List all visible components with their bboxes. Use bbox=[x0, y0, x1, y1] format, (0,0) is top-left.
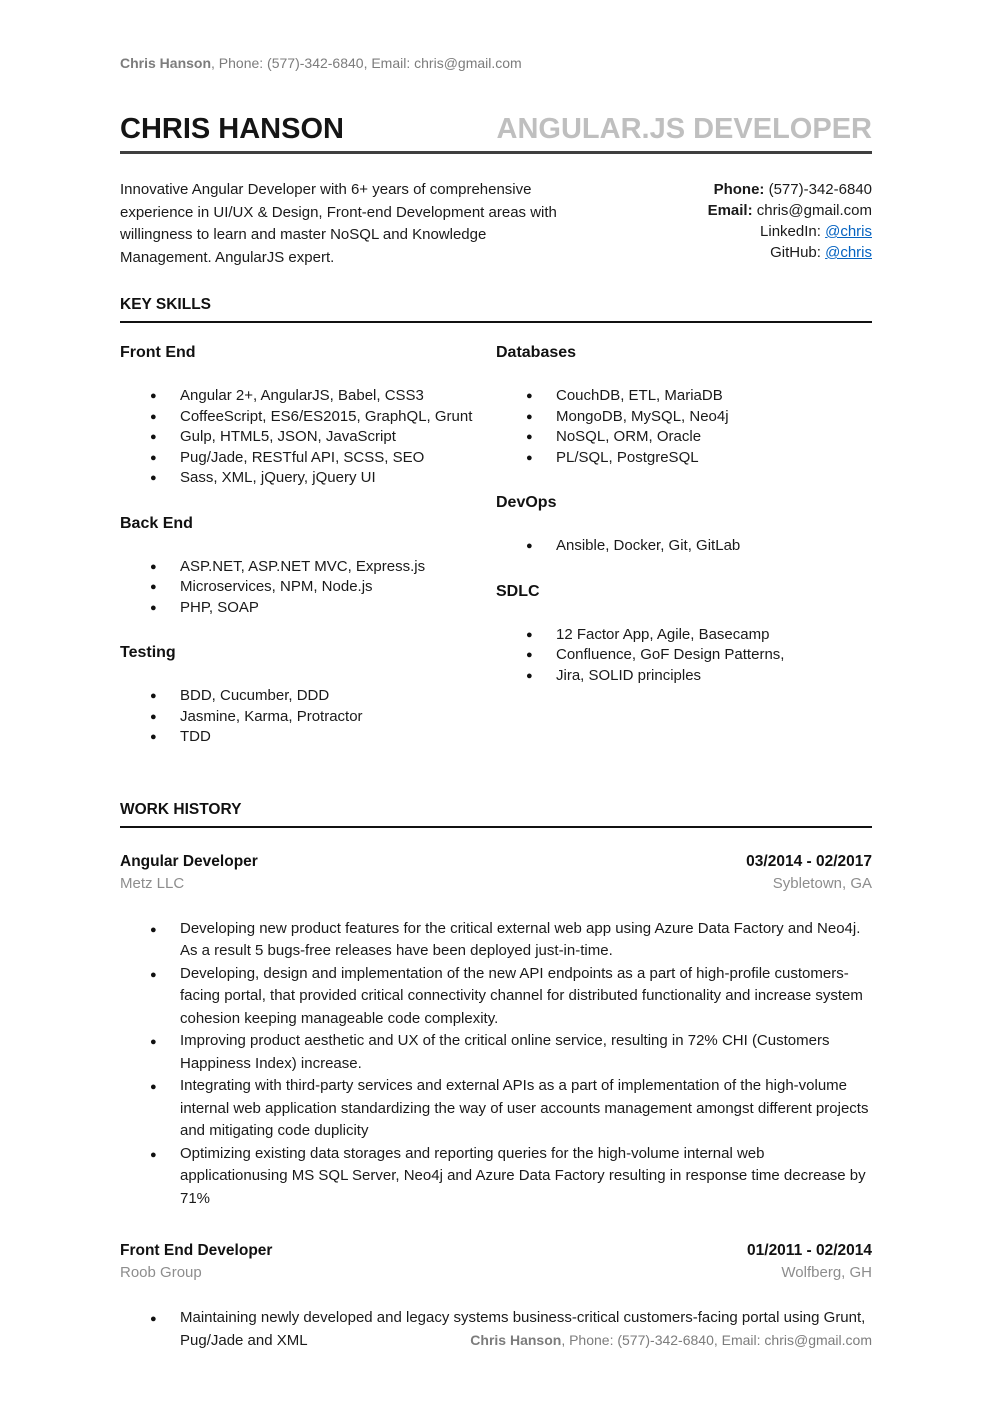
job-title-row bbox=[120, 851, 872, 873]
skill-list bbox=[496, 536, 872, 557]
github-label: GitHub: bbox=[770, 244, 821, 261]
skill-item: ● BDD, Cucumber, DDD bbox=[120, 686, 496, 707]
contact-email-line bbox=[708, 200, 872, 221]
document-footer bbox=[470, 1332, 872, 1348]
skill-item: ● Confluence, GoF Design Patterns, bbox=[496, 645, 872, 666]
job-entry bbox=[120, 851, 872, 1211]
job-location: Wolfberg, GH bbox=[781, 1264, 872, 1281]
email-label: Email: bbox=[707, 202, 753, 219]
job-bullet-list bbox=[120, 918, 872, 1211]
job-bullet: ● Optimizing existing data storages and reporting queries for the high-volume internal web applicationusing MS SQL Server, Neo4j and Azure Data Factory resulting in response time decrease by 71% bbox=[120, 1143, 872, 1211]
email-value: chris@gmail.com bbox=[756, 202, 872, 219]
document-header bbox=[120, 55, 872, 71]
skill-item: ● Ansible, Docker, Git, GitLab bbox=[496, 536, 872, 557]
job-bullet: ● Improving product aesthetic and UX of the critical online service, resulting in 72% CHI (Customers Happiness Index) increase. bbox=[120, 1030, 872, 1075]
skill-category-title: DevOps bbox=[496, 494, 557, 511]
job-company-row bbox=[120, 1262, 872, 1284]
contact-github-line bbox=[708, 242, 872, 263]
title-row bbox=[120, 113, 872, 146]
contact-linkedin-line bbox=[708, 221, 872, 242]
job-dates: 01/2011 - 02/2014 bbox=[747, 1242, 872, 1259]
title-divider bbox=[120, 151, 872, 154]
footer-contact-text: , Phone: (577)-342-6840, Email: chris@gmail.com bbox=[561, 1332, 872, 1348]
phone-label: Phone: bbox=[713, 181, 765, 198]
skill-item: ● MongoDB, MySQL, Neo4j bbox=[496, 407, 872, 428]
skill-category-databases bbox=[496, 344, 872, 468]
skills-column-right bbox=[496, 344, 872, 774]
skill-list bbox=[496, 386, 872, 468]
header-contact-text: , Phone: (577)-342-6840, Email: chris@gmail.com bbox=[211, 55, 522, 71]
skill-item: ● Gulp, HTML5, JSON, JavaScript bbox=[120, 427, 496, 448]
work-history-heading: WORK HISTORY bbox=[120, 801, 872, 828]
skill-category-title: Testing bbox=[120, 644, 176, 661]
github-link[interactable]: @chris bbox=[825, 244, 872, 261]
skill-category-title: Databases bbox=[496, 344, 577, 361]
header-name: Chris Hanson bbox=[120, 55, 212, 71]
skill-item: ● ASP.NET, ASP.NET MVC, Express.js bbox=[120, 557, 496, 578]
footer-name: Chris Hanson bbox=[470, 1332, 562, 1348]
skill-item: ● NoSQL, ORM, Oracle bbox=[496, 427, 872, 448]
skill-list bbox=[496, 625, 872, 687]
skill-item: ● TDD bbox=[120, 727, 496, 748]
phone-value: (577)-342-6840 bbox=[768, 181, 872, 198]
job-bullet: ● Developing, design and implementation of the new API endpoints as a part of high-profile customers-facing portal, that provided critical connectivity channel for distributed functionality and increase system cohesion keeping manageable code complexity. bbox=[120, 963, 872, 1031]
skill-list bbox=[120, 686, 496, 748]
skill-category-title: Front End bbox=[120, 344, 196, 361]
job-title: Angular Developer bbox=[120, 852, 258, 870]
skill-item: ● Sass, XML, jQuery, jQuery UI bbox=[120, 468, 496, 489]
job-location: Sybletown, GA bbox=[772, 874, 872, 892]
job-dates: 03/2014 - 02/2017 bbox=[746, 852, 872, 870]
skill-item: ● Jira, SOLID principles bbox=[496, 666, 872, 687]
job-bullet: ● Developing new product features for the critical external web app using Azure Data Factory and Neo4j. As a result 5 bugs-free releases have been deployed just-in-time. bbox=[120, 918, 872, 963]
job-company-row bbox=[120, 873, 872, 895]
job-title-row bbox=[120, 1240, 872, 1262]
skill-item: ● Microservices, NPM, Node.js bbox=[120, 577, 496, 598]
skill-category-devops bbox=[496, 494, 872, 557]
skill-category-sdlc bbox=[496, 583, 872, 687]
skill-item: ● Angular 2+, AngularJS, Babel, CSS3 bbox=[120, 386, 496, 407]
contact-block bbox=[708, 179, 872, 269]
summary-text: Innovative Angular Developer with 6+ years of comprehensive experience in UI/UX & Design, Front-end Development areas with willingness to learn and master NoSQL and Knowledge Management. AngularJS expert. bbox=[120, 181, 557, 266]
skill-category-back-end bbox=[120, 515, 496, 619]
linkedin-label: LinkedIn: bbox=[760, 223, 821, 240]
job-company: Metz LLC bbox=[120, 874, 185, 892]
skill-item: ● CouchDB, ETL, MariaDB bbox=[496, 386, 872, 407]
person-name: CHRIS HANSON bbox=[120, 113, 344, 145]
key-skills-heading: KEY SKILLS bbox=[120, 296, 872, 323]
intro-row bbox=[120, 179, 872, 269]
person-role: ANGULAR.JS DEVELOPER bbox=[496, 113, 872, 145]
job-bullet: ● Maintaining newly developed and legacy systems business-critical customers-facing portal using Grunt, Pug/Jade and XML bbox=[120, 1307, 872, 1352]
skill-list bbox=[120, 557, 496, 619]
linkedin-link[interactable]: @chris bbox=[825, 223, 872, 240]
skill-category-title: SDLC bbox=[496, 582, 540, 600]
contact-phone-line bbox=[708, 179, 872, 200]
skill-item: ● PL/SQL, PostgreSQL bbox=[496, 448, 872, 469]
skill-category-front-end bbox=[120, 344, 496, 489]
skill-category-testing bbox=[120, 644, 496, 748]
skill-item: ● PHP, SOAP bbox=[120, 598, 496, 619]
skill-list bbox=[120, 386, 496, 489]
skill-item: ● Pug/Jade, RESTful API, SCSS, SEO bbox=[120, 448, 496, 469]
skill-item: ● 12 Factor App, Agile, Basecamp bbox=[496, 625, 872, 646]
job-company: Roob Group bbox=[120, 1264, 202, 1281]
skill-item: ● CoffeeScript, ES6/ES2015, GraphQL, Grunt bbox=[120, 407, 496, 428]
job-title: Front End Developer bbox=[120, 1242, 273, 1259]
skill-category-title: Back End bbox=[120, 514, 193, 532]
skill-item: ● Jasmine, Karma, Protractor bbox=[120, 707, 496, 728]
skills-grid bbox=[120, 344, 872, 774]
skills-column-left bbox=[120, 344, 496, 774]
job-bullet: ● Integrating with third-party services and external APIs as a part of implementation of the high-volume internal web application standardizing the way of user accounts management amongst different projects and mitigating code duplicity bbox=[120, 1075, 872, 1143]
